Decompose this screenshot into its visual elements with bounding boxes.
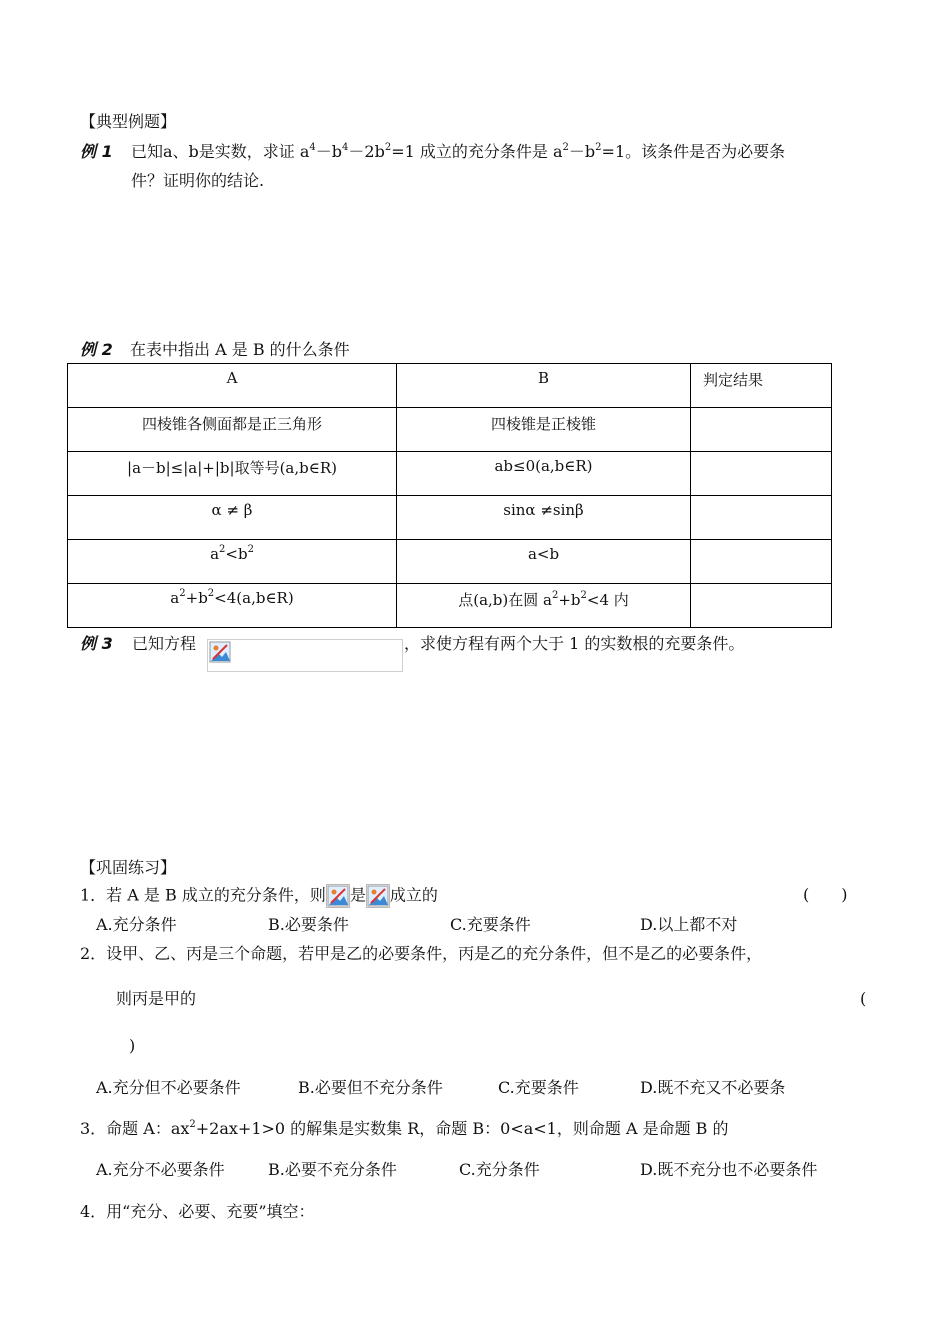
question-1-option-b[interactable]: B.必要条件 [268, 915, 349, 934]
table-cell-result[interactable] [691, 496, 832, 540]
example-2-text: 在表中指出 A 是 B 的什么条件 [130, 340, 350, 359]
table-cell-b: 四棱锥是正棱锥 [397, 408, 691, 452]
question-2-option-c[interactable]: C.充要条件 [498, 1078, 579, 1097]
broken-image-icon [366, 884, 390, 908]
table-cell-result[interactable] [691, 408, 832, 452]
table-row [68, 496, 832, 540]
table-row [68, 452, 832, 496]
question-3-option-d[interactable]: D.既不充分也不必要条件 [640, 1160, 818, 1179]
table-cell-b: sinα ≠sinβ [397, 496, 691, 540]
example-1-line-1: 已知a、b是实数，求证 $a^4-b^4-2b^2=1$ 成立的充分条件是 $a^2-b^2=1$。该条件是否为必要条 [131, 141, 786, 161]
section-heading-practice: 【巩固练习】 [80, 858, 177, 877]
question-2-option-a[interactable]: A.充分但不必要条件 [96, 1078, 241, 1097]
table-row [68, 584, 832, 628]
question-2-stem-line-1: 2．设甲、乙、丙是三个命题，若甲是乙的必要条件，丙是乙的充分条件，但不是乙的必要条件， [80, 944, 763, 963]
question-2-paren-open: ( [860, 989, 867, 1008]
question-2-option-d[interactable]: D.既不充又不必要条 [640, 1078, 786, 1097]
broken-image-icon [326, 884, 350, 908]
question-1-option-a[interactable]: A.充分条件 [96, 915, 177, 934]
question-1-answer-paren: ( ) [803, 885, 848, 904]
question-3-stem: 3．命题 A：$ax^2+2ax+1>0$ 的解集是实数集 R，命题 B：0<a<1，则命题 A 是命题 B 的 [80, 1118, 729, 1138]
example-3-post: ，求使方程有两个大于 1 的实数根的充要条件。 [404, 634, 745, 653]
question-3-option-c[interactable]: C.充分条件 [459, 1160, 540, 1179]
question-2-paren-close: ) [129, 1036, 136, 1055]
table-cell-a: |a－b|≤|a|+|b|取等号(a,b∈R) [68, 452, 397, 496]
broken-image-icon [209, 641, 231, 663]
example-1-line-2: 件？证明你的结论. [131, 171, 265, 190]
table-cell-result[interactable] [691, 584, 832, 628]
table-cell-a: $a^2+b^2<4(a,b\in R)$ [68, 584, 397, 628]
question-1-option-c[interactable]: C.充要条件 [450, 915, 531, 934]
example-2-label: 例 2 [80, 340, 113, 359]
example-1-label: 例 1 [80, 142, 113, 161]
table-cell-result[interactable] [691, 540, 832, 584]
table-cell-a: $a^2<b^2$ [68, 540, 397, 584]
table-header-row [68, 364, 832, 408]
question-3-option-b[interactable]: B.必要不充分条件 [268, 1160, 397, 1179]
example-3-label: 例 3 [80, 634, 113, 653]
section-heading-examples: 【典型例题】 [80, 112, 177, 131]
table-cell-b: 点(a,b)在圆 $a^2+b^2<4$ 内 [397, 584, 691, 628]
table-cell-a: 四棱锥各侧面都是正三角形 [68, 408, 397, 452]
table-cell-b: a<b [397, 540, 691, 584]
question-2-stem-line-2: 则丙是甲的 [116, 989, 197, 1008]
table-cell-result[interactable] [691, 452, 832, 496]
table-row [68, 540, 832, 584]
question-1-option-d[interactable]: D.以上都不对 [640, 915, 738, 934]
condition-table [67, 363, 832, 628]
table-header-b: B [397, 364, 691, 408]
equation-image-placeholder [207, 639, 403, 672]
table-cell-b: ab≤0(a,b∈R) [397, 452, 691, 496]
table-cell-a: α ≠ β [68, 496, 397, 540]
table-header-result: 判定结果 [691, 364, 832, 408]
question-2-option-b[interactable]: B.必要但不充分条件 [298, 1078, 443, 1097]
table-header-a: A [68, 364, 397, 408]
question-3-option-a[interactable]: A.充分不必要条件 [96, 1160, 225, 1179]
question-1-stem: 1．若 A 是 B 成立的充分条件，则 是 成立的 [80, 884, 438, 908]
question-4-stem: 4．用“充分、必要、充要”填空： [80, 1202, 315, 1221]
table-row [68, 408, 832, 452]
example-3-pre: 已知方程 [132, 634, 197, 653]
